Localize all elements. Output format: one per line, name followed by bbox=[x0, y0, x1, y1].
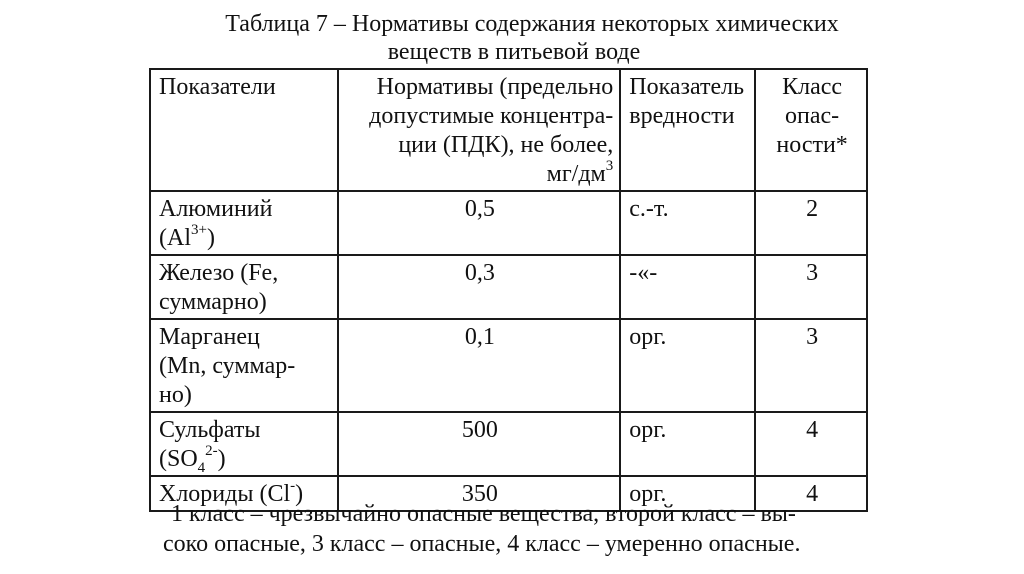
formula-suffix: ) bbox=[217, 446, 226, 472]
formula-prefix: (Al bbox=[159, 225, 191, 251]
table-row bbox=[150, 319, 867, 412]
header-harm-line-1: Показатель bbox=[629, 74, 745, 100]
row-harm: орг. bbox=[620, 476, 755, 511]
header-class-line-3: ности* bbox=[776, 132, 848, 158]
row-name bbox=[150, 191, 338, 255]
row-name-line-1: Железо (Fe, bbox=[159, 260, 279, 286]
formula-index: 4 bbox=[197, 459, 206, 476]
row-norm: 0,5 bbox=[338, 191, 621, 255]
row-norm: 0,3 bbox=[338, 255, 621, 319]
footnote bbox=[0, 499, 1024, 559]
row-name bbox=[150, 319, 338, 412]
header-norm-unit bbox=[347, 160, 614, 189]
header-indicator-label: Показатели bbox=[159, 74, 276, 100]
row-name bbox=[150, 412, 338, 476]
row-harm: орг. bbox=[620, 319, 755, 412]
formula-suffix: ) bbox=[295, 481, 304, 507]
row-name-line-1: Сульфаты bbox=[159, 417, 261, 443]
header-norm-line-2: допустимые концентра- bbox=[369, 103, 614, 129]
norms-table bbox=[149, 68, 868, 512]
header-class bbox=[755, 69, 867, 191]
table-row bbox=[150, 255, 867, 319]
row-name-line-2 bbox=[159, 224, 331, 253]
row-class: 3 bbox=[755, 319, 867, 412]
caption-line-2: веществ в питьевой воде bbox=[387, 39, 641, 65]
row-norm: 500 bbox=[338, 412, 621, 476]
row-harm: орг. bbox=[620, 412, 755, 476]
footnote-line-2: соко опасные, 3 класс – опасные, 4 класс – умеренно опасные. bbox=[163, 531, 801, 557]
row-class: 3 bbox=[755, 255, 867, 319]
row-norm: 0,1 bbox=[338, 319, 621, 412]
row-harm: -«- bbox=[620, 255, 755, 319]
header-harm-line-2: вредности bbox=[629, 103, 735, 129]
row-name-line-1: Марганец bbox=[159, 324, 260, 350]
row-harm: с.-т. bbox=[620, 191, 755, 255]
footnote-line-1: 1 класс – чрезвычайно опасные вещества, второй класс – вы- bbox=[171, 501, 796, 527]
table-row bbox=[150, 412, 867, 476]
header-norm-line-1: Нормативы (предельно bbox=[376, 74, 614, 100]
header-row bbox=[150, 69, 867, 191]
header-indicator bbox=[150, 69, 338, 191]
row-name-line-2: суммарно) bbox=[159, 289, 267, 315]
caption-line-1: Таблица 7 – Нормативы содержания некоторых химических bbox=[225, 11, 839, 37]
header-class-line-1: Класс bbox=[782, 74, 843, 100]
formula-charge: - bbox=[290, 478, 296, 494]
row-norm: 350 bbox=[338, 476, 621, 511]
row-name-line-2 bbox=[159, 445, 331, 474]
table-caption bbox=[0, 10, 1024, 66]
formula-charge: 3+ bbox=[191, 222, 207, 238]
header-harm bbox=[620, 69, 755, 191]
row-name bbox=[150, 255, 338, 319]
formula-prefix: Хлориды (Cl bbox=[159, 481, 291, 507]
row-name-line-1: Алюминий bbox=[159, 196, 273, 222]
unit-text: мг/дм bbox=[546, 161, 606, 187]
table-row bbox=[150, 191, 867, 255]
header-class-line-2: опас- bbox=[785, 103, 840, 129]
row-class: 4 bbox=[755, 476, 867, 511]
unit-exponent: 3 bbox=[605, 158, 614, 174]
header-norm-line-3: ции (ПДК), не более, bbox=[398, 132, 614, 158]
formula-suffix: ) bbox=[206, 225, 215, 251]
row-name-line-2: (Mn, суммар- bbox=[159, 353, 296, 379]
row-class: 4 bbox=[755, 412, 867, 476]
row-name-line-3: но) bbox=[159, 382, 192, 408]
header-norm bbox=[338, 69, 621, 191]
formula-charge: 2- bbox=[205, 443, 218, 459]
formula-prefix: (SO bbox=[159, 446, 198, 472]
row-class: 2 bbox=[755, 191, 867, 255]
